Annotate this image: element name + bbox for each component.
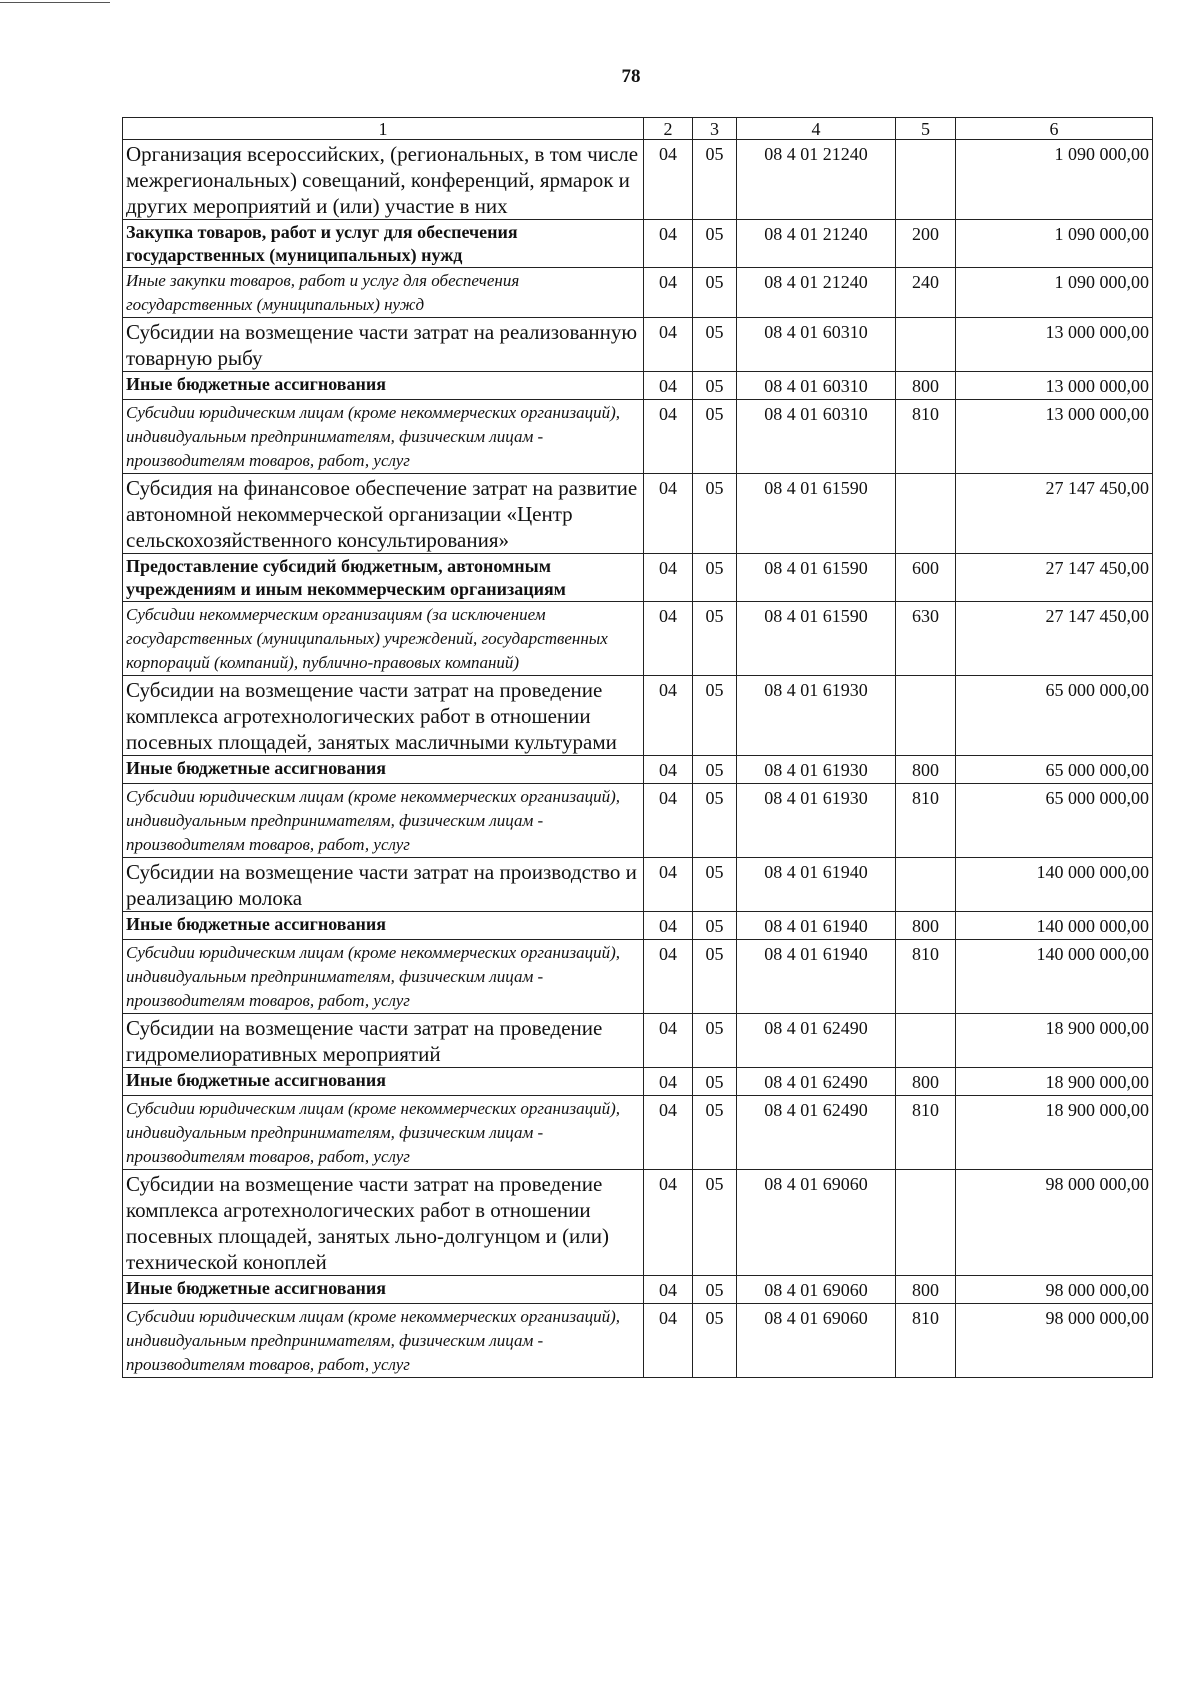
row-description: Субсидии юридическим лицам (кроме некоммерческих организаций), индивидуальным предпринимателям, физическим лицам - производителям товаров, работ, услуг <box>123 784 644 858</box>
row-subsection: 05 <box>693 940 737 1014</box>
row-expense-type: 810 <box>896 784 956 858</box>
row-target-code: 08 4 01 61590 <box>737 602 896 676</box>
row-subsection: 05 <box>693 858 737 912</box>
row-target-code: 08 4 01 62490 <box>737 1096 896 1170</box>
row-amount: 13 000 000,00 <box>956 372 1153 400</box>
row-subsection: 05 <box>693 268 737 318</box>
row-subsection: 05 <box>693 756 737 784</box>
page-number: 78 <box>621 66 641 87</box>
table-row <box>123 784 1153 858</box>
row-section: 04 <box>644 940 693 1014</box>
row-subsection: 05 <box>693 1170 737 1276</box>
row-section: 04 <box>644 1276 693 1304</box>
row-expense-type: 800 <box>896 756 956 784</box>
scan-corner-line <box>0 2 110 3</box>
row-subsection: 05 <box>693 554 737 602</box>
row-subsection: 05 <box>693 1014 737 1068</box>
row-target-code: 08 4 01 60310 <box>737 372 896 400</box>
row-amount: 1 090 000,00 <box>956 268 1153 318</box>
row-subsection: 05 <box>693 400 737 474</box>
row-target-code: 08 4 01 61940 <box>737 912 896 940</box>
row-section: 04 <box>644 676 693 756</box>
row-section: 04 <box>644 1014 693 1068</box>
table-row <box>123 940 1153 1014</box>
row-section: 04 <box>644 268 693 318</box>
row-amount: 98 000 000,00 <box>956 1276 1153 1304</box>
row-amount: 98 000 000,00 <box>956 1304 1153 1378</box>
row-section: 04 <box>644 140 693 220</box>
row-amount: 18 900 000,00 <box>956 1014 1153 1068</box>
row-section: 04 <box>644 912 693 940</box>
table-row <box>123 554 1153 602</box>
row-expense-type <box>896 1170 956 1276</box>
row-expense-type: 810 <box>896 400 956 474</box>
header-cell-6: 6 <box>956 118 1153 140</box>
row-target-code: 08 4 01 21240 <box>737 220 896 268</box>
row-amount: 65 000 000,00 <box>956 784 1153 858</box>
table-row <box>123 1276 1153 1304</box>
header-cell-3: 3 <box>693 118 737 140</box>
table-row <box>123 676 1153 756</box>
row-expense-type: 810 <box>896 940 956 1014</box>
row-amount: 140 000 000,00 <box>956 940 1153 1014</box>
header-cell-4: 4 <box>737 118 896 140</box>
table-row <box>123 400 1153 474</box>
row-amount: 13 000 000,00 <box>956 318 1153 372</box>
table-row <box>123 1304 1153 1378</box>
table-row <box>123 372 1153 400</box>
row-description: Иные закупки товаров, работ и услуг для обеспечения государственных (муниципальных) нужд <box>123 268 644 318</box>
table-row <box>123 912 1153 940</box>
row-target-code: 08 4 01 61930 <box>737 784 896 858</box>
row-subsection: 05 <box>693 1096 737 1170</box>
row-subsection: 05 <box>693 220 737 268</box>
table-row <box>123 1096 1153 1170</box>
header-cell-5: 5 <box>896 118 956 140</box>
row-section: 04 <box>644 756 693 784</box>
row-section: 04 <box>644 474 693 554</box>
table-row <box>123 140 1153 220</box>
row-amount: 140 000 000,00 <box>956 912 1153 940</box>
row-amount: 13 000 000,00 <box>956 400 1153 474</box>
row-description: Субсидии юридическим лицам (кроме некоммерческих организаций), индивидуальным предпринимателям, физическим лицам - производителям товаров, работ, услуг <box>123 1304 644 1378</box>
table-row <box>123 474 1153 554</box>
row-description: Субсидии некоммерческим организациям (за исключением государственных (муниципальных) учреждений, государственных корпораций (компаний), публично-правовых компаний) <box>123 602 644 676</box>
row-section: 04 <box>644 858 693 912</box>
row-section: 04 <box>644 1068 693 1096</box>
table-row <box>123 1068 1153 1096</box>
row-description: Субсидии на возмещение части затрат на производство и реализацию молока <box>123 858 644 912</box>
header-cell-2: 2 <box>644 118 693 140</box>
row-subsection: 05 <box>693 912 737 940</box>
row-expense-type: 800 <box>896 912 956 940</box>
row-amount: 98 000 000,00 <box>956 1170 1153 1276</box>
row-description: Субсидии на возмещение части затрат на реализованную товарную рыбу <box>123 318 644 372</box>
row-amount: 27 147 450,00 <box>956 554 1153 602</box>
row-expense-type: 600 <box>896 554 956 602</box>
row-section: 04 <box>644 602 693 676</box>
row-target-code: 08 4 01 61940 <box>737 858 896 912</box>
row-amount: 140 000 000,00 <box>956 858 1153 912</box>
row-subsection: 05 <box>693 1276 737 1304</box>
row-target-code: 08 4 01 62490 <box>737 1014 896 1068</box>
budget-table-body <box>123 118 1153 1378</box>
row-target-code: 08 4 01 61930 <box>737 676 896 756</box>
row-expense-type <box>896 474 956 554</box>
row-target-code: 08 4 01 60310 <box>737 400 896 474</box>
row-description: Субсидии юридическим лицам (кроме некоммерческих организаций), индивидуальным предпринимателям, физическим лицам - производителям товаров, работ, услуг <box>123 400 644 474</box>
row-target-code: 08 4 01 21240 <box>737 140 896 220</box>
row-description: Иные бюджетные ассигнования <box>123 756 644 784</box>
row-subsection: 05 <box>693 474 737 554</box>
table-row <box>123 1170 1153 1276</box>
row-amount: 1 090 000,00 <box>956 220 1153 268</box>
row-description: Субсидии юридическим лицам (кроме некоммерческих организаций), индивидуальным предпринимателям, физическим лицам - производителям товаров, работ, услуг <box>123 1096 644 1170</box>
table-row <box>123 268 1153 318</box>
row-expense-type: 800 <box>896 1276 956 1304</box>
table-row <box>123 756 1153 784</box>
row-expense-type <box>896 676 956 756</box>
row-target-code: 08 4 01 61590 <box>737 554 896 602</box>
row-description: Субсидии на возмещение части затрат на проведение комплекса агротехнологических работ в отношении посевных площадей, занятых льно-долгунцом и (или) технической коноплей <box>123 1170 644 1276</box>
row-expense-type <box>896 140 956 220</box>
row-description: Иные бюджетные ассигнования <box>123 912 644 940</box>
row-description: Субсидия на финансовое обеспечение затрат на развитие автономной некоммерческой организации «Центр сельскохозяйственного консультирования» <box>123 474 644 554</box>
row-subsection: 05 <box>693 1068 737 1096</box>
row-amount: 18 900 000,00 <box>956 1096 1153 1170</box>
row-expense-type: 240 <box>896 268 956 318</box>
row-description: Иные бюджетные ассигнования <box>123 1276 644 1304</box>
row-expense-type: 200 <box>896 220 956 268</box>
row-expense-type: 800 <box>896 1068 956 1096</box>
table-row <box>123 602 1153 676</box>
row-amount: 1 090 000,00 <box>956 140 1153 220</box>
row-amount: 27 147 450,00 <box>956 602 1153 676</box>
row-target-code: 08 4 01 62490 <box>737 1068 896 1096</box>
row-target-code: 08 4 01 69060 <box>737 1304 896 1378</box>
row-expense-type: 800 <box>896 372 956 400</box>
row-expense-type <box>896 858 956 912</box>
row-section: 04 <box>644 318 693 372</box>
row-amount: 27 147 450,00 <box>956 474 1153 554</box>
row-description: Предоставление субсидий бюджетным, автономным учреждениям и иным некоммерческим организациям <box>123 554 644 602</box>
row-section: 04 <box>644 1304 693 1378</box>
row-section: 04 <box>644 372 693 400</box>
row-target-code: 08 4 01 61590 <box>737 474 896 554</box>
row-description: Закупка товаров, работ и услуг для обеспечения государственных (муниципальных) нужд <box>123 220 644 268</box>
row-amount: 65 000 000,00 <box>956 676 1153 756</box>
row-description: Субсидии на возмещение части затрат на проведение гидромелиоративных мероприятий <box>123 1014 644 1068</box>
table-row <box>123 1014 1153 1068</box>
row-expense-type <box>896 1014 956 1068</box>
row-expense-type <box>896 318 956 372</box>
row-subsection: 05 <box>693 1304 737 1378</box>
row-target-code: 08 4 01 69060 <box>737 1170 896 1276</box>
row-description: Субсидии на возмещение части затрат на проведение комплекса агротехнологических работ в отношении посевных площадей, занятых масличными культурами <box>123 676 644 756</box>
row-subsection: 05 <box>693 676 737 756</box>
row-section: 04 <box>644 1096 693 1170</box>
row-subsection: 05 <box>693 372 737 400</box>
row-section: 04 <box>644 220 693 268</box>
header-row <box>123 118 1153 140</box>
row-section: 04 <box>644 784 693 858</box>
row-subsection: 05 <box>693 318 737 372</box>
row-subsection: 05 <box>693 140 737 220</box>
row-target-code: 08 4 01 61940 <box>737 940 896 1014</box>
row-expense-type: 810 <box>896 1096 956 1170</box>
row-section: 04 <box>644 1170 693 1276</box>
row-expense-type: 810 <box>896 1304 956 1378</box>
table-row <box>123 220 1153 268</box>
row-subsection: 05 <box>693 602 737 676</box>
row-target-code: 08 4 01 61930 <box>737 756 896 784</box>
row-amount: 18 900 000,00 <box>956 1068 1153 1096</box>
header-cell-1: 1 <box>123 118 644 140</box>
row-description: Иные бюджетные ассигнования <box>123 1068 644 1096</box>
row-description: Иные бюджетные ассигнования <box>123 372 644 400</box>
budget-table <box>122 117 1153 1378</box>
row-section: 04 <box>644 400 693 474</box>
row-target-code: 08 4 01 69060 <box>737 1276 896 1304</box>
row-target-code: 08 4 01 60310 <box>737 318 896 372</box>
row-description: Субсидии юридическим лицам (кроме некоммерческих организаций), индивидуальным предпринимателям, физическим лицам - производителям товаров, работ, услуг <box>123 940 644 1014</box>
row-expense-type: 630 <box>896 602 956 676</box>
row-section: 04 <box>644 554 693 602</box>
table-row <box>123 318 1153 372</box>
row-description: Организация всероссийских, (региональных, в том числе межрегиональных) совещаний, конференций, ярмарок и других мероприятий и (или) участие в них <box>123 140 644 220</box>
row-target-code: 08 4 01 21240 <box>737 268 896 318</box>
row-amount: 65 000 000,00 <box>956 756 1153 784</box>
table-row <box>123 858 1153 912</box>
row-subsection: 05 <box>693 784 737 858</box>
